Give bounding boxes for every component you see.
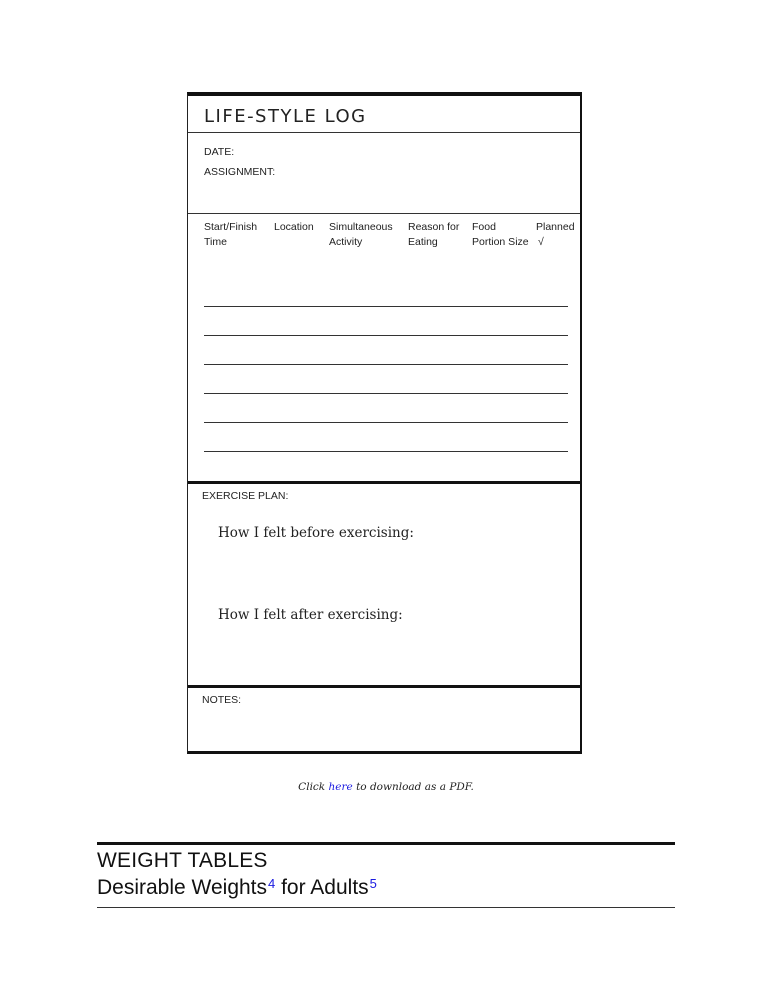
- column-header-line: Time: [204, 236, 227, 248]
- download-pdf-link[interactable]: here: [328, 781, 353, 793]
- download-caption: [0, 781, 772, 793]
- notes-divider: [188, 685, 580, 688]
- column-header-reason-for-eating: [408, 220, 459, 250]
- section-top-rule: [97, 842, 675, 845]
- notes-label: NOTES:: [202, 694, 242, 706]
- column-header-line: Food: [472, 221, 496, 233]
- header-divider: [188, 213, 580, 214]
- column-header-planned: [536, 220, 575, 250]
- log-entry-line: [204, 306, 568, 307]
- section-bottom-rule: [97, 907, 675, 908]
- log-entry-line: [204, 364, 568, 365]
- exercise-plan-label: EXERCISE PLAN:: [202, 490, 289, 502]
- section-subtitle: [97, 876, 377, 900]
- footnote-link-4[interactable]: 4: [268, 876, 276, 892]
- caption-suffix: to download as a PDF.: [352, 781, 474, 793]
- column-header-line: Reason for: [408, 221, 460, 233]
- felt-after-label: How I felt after exercising:: [218, 607, 403, 623]
- column-header-start-finish: [204, 220, 257, 250]
- column-header-simultaneous-activity: [329, 220, 393, 250]
- log-entry-line: [204, 335, 568, 336]
- log-entry-line: [204, 393, 568, 394]
- check-mark-icon: √: [538, 236, 544, 248]
- felt-before-label: How I felt before exercising:: [218, 525, 414, 541]
- column-header-location: [274, 220, 314, 235]
- date-label: DATE:: [204, 146, 235, 158]
- log-entry-line: [204, 451, 568, 452]
- column-header-line: Portion Size: [472, 236, 529, 248]
- form-title: LIFE-STYLE LOG: [204, 106, 367, 127]
- exercise-divider: [188, 481, 580, 484]
- life-style-log-form: [187, 92, 582, 754]
- log-entry-line: [204, 422, 568, 423]
- column-header-line: Location: [274, 221, 314, 233]
- column-header-line: Start/Finish: [204, 221, 258, 233]
- subtitle-text: Desirable Weights: [97, 876, 268, 899]
- section-title: WEIGHT TABLES: [97, 849, 268, 872]
- column-header-line: Planned: [536, 221, 575, 233]
- assignment-label: ASSIGNMENT:: [204, 166, 276, 178]
- caption-prefix: Click: [298, 781, 329, 793]
- column-header-line: Simultaneous: [329, 221, 393, 233]
- footnote-link-5[interactable]: 5: [369, 876, 377, 892]
- column-header-line: Eating: [408, 236, 438, 248]
- subtitle-text: for Adults: [275, 876, 369, 899]
- column-header-food-portion-size: [472, 220, 529, 250]
- title-divider: [188, 132, 580, 133]
- column-header-line: Activity: [329, 236, 363, 248]
